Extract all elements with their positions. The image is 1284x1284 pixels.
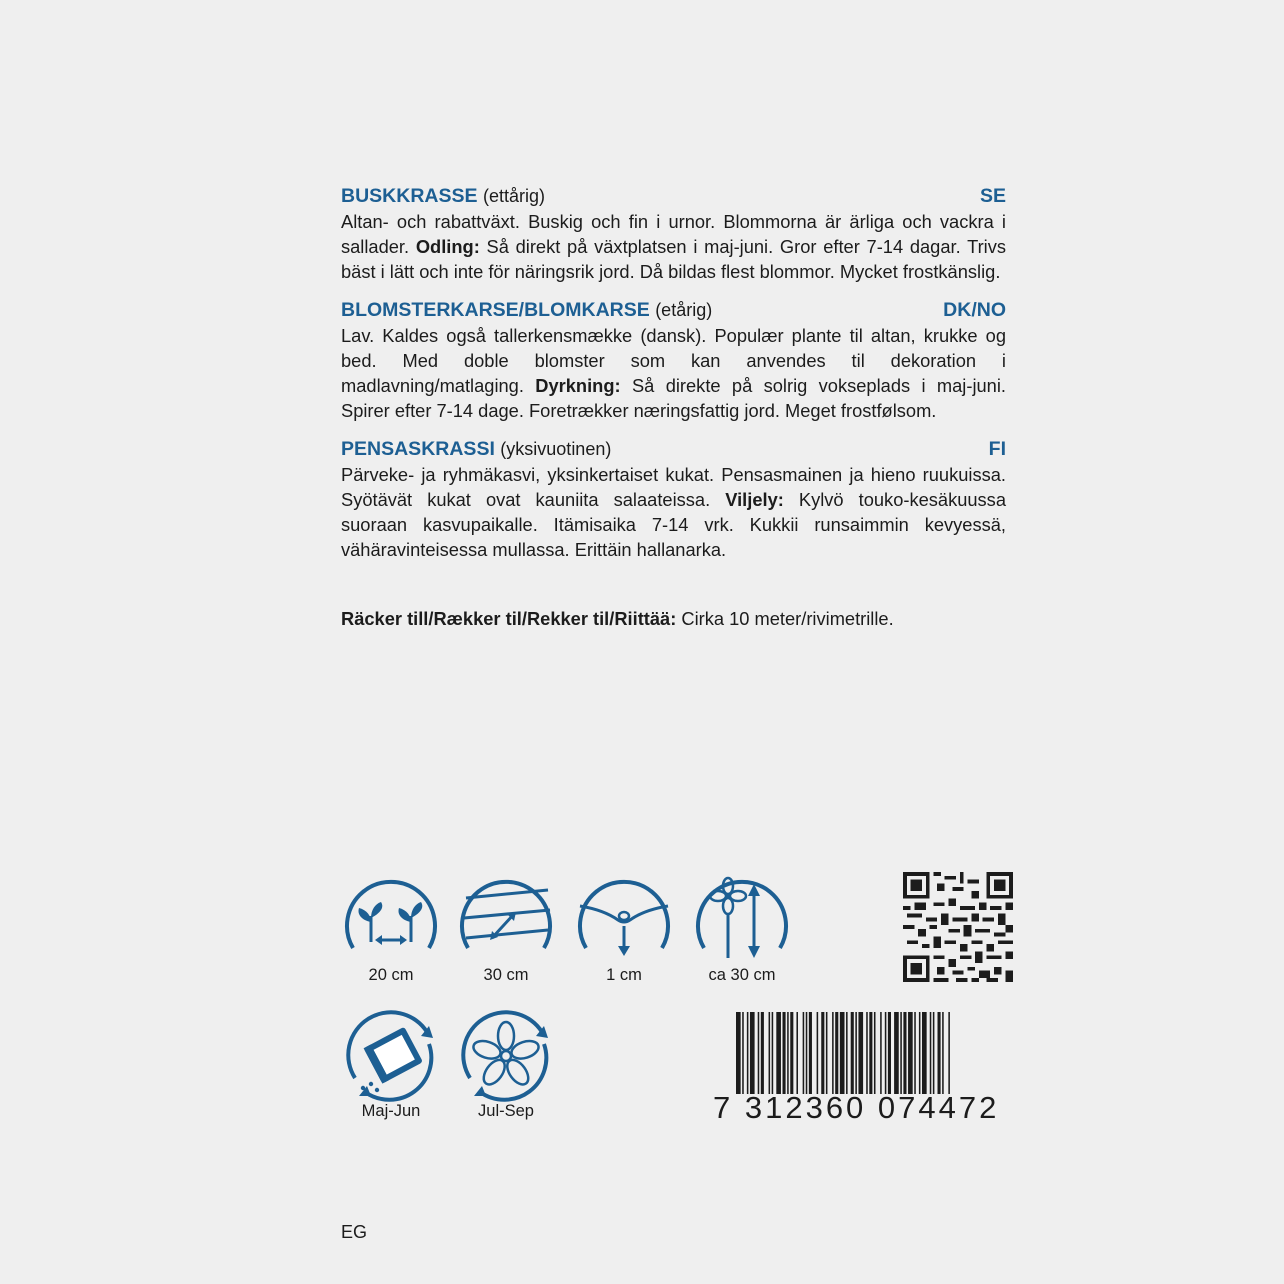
plant-spacing-label: 20 cm [368, 966, 414, 984]
section-header [341, 437, 1006, 462]
description-column [341, 184, 1006, 631]
section-subtitle: (etårig) [655, 300, 713, 320]
section-dk-no [341, 298, 1006, 423]
sowing-time-label: Maj-Jun [361, 1102, 421, 1120]
section-header [341, 184, 1006, 209]
section-title: BUSKKRASSE (ettårig) [341, 185, 545, 207]
section-body: Lav. Kaldes også tallerkensmække (dansk). Populær plante til altan, krukke og bed. Med doble blomster som kan anvendes til dekoration i madlavning/matlaging. Dyrkning: Så direkte på solrig vokseplads i maj-juni. Spirer efter 7-14 dage. Foretrækker næringsfattig jord. Meget frostfølsom. [341, 325, 1006, 421]
barcode [736, 1012, 1008, 1094]
section-body: Pärveke- ja ryhmäkasvi, yksinkertaiset kukat. Pensasmainen ja hieno ruukuissa. Syötävät kukat ovat kauniita salaateissa. Viljely: Kylvö touko-kesäkuussa suoraan kasvupaikalle. Itämisaika 7-14 vrk. Kukkii runsaimmin kevyessä, vähäravinteisessa mullassa. Erittäin hallanarka. [341, 464, 1006, 560]
plant-height-icon [692, 868, 792, 968]
language-code: FI [988, 438, 1006, 460]
barcode-number: 7 312360 074472 [713, 1090, 1000, 1125]
sowing-time-icon [341, 1006, 441, 1106]
language-code: SE [979, 185, 1006, 207]
section-title: PENSASKRASSI (yksivuotinen) [341, 438, 612, 460]
coverage-info: Räcker till/Rækker til/Rekker til/Riittää: Cirka 10 meter/rivimetrille. [341, 608, 894, 629]
sowing-depth-icon [574, 868, 674, 968]
sowing-depth-label: 1 cm [606, 966, 642, 984]
plant-spacing-icon [341, 868, 441, 968]
section-body: Altan- och rabattväxt. Buskig och fin i urnor. Blommorna är ärliga och vackra i sallader. Odling: Så direkt på växtplatsen i maj-juni. Gror efter 7-14 dagar. Trivs bäst i lätt och inte för näringsrik jord. Då bildas flest blommor. Mycket frostkänslig. [341, 211, 1006, 282]
row-spacing-label: 30 cm [483, 966, 529, 984]
section-fi [341, 437, 1006, 562]
section-subtitle: (ettårig) [482, 186, 545, 206]
flowering-time-icon [456, 1006, 556, 1106]
section-se [341, 184, 1006, 284]
plant-height-label: ca 30 cm [708, 966, 776, 984]
footer-code: EG [341, 1222, 368, 1242]
section-title: BLOMSTERKARSE/BLOMKARSE (etårig) [341, 299, 713, 321]
row-spacing-icon [456, 868, 556, 968]
section-header [341, 298, 1006, 323]
flowering-time-label: Jul-Sep [478, 1102, 534, 1120]
qr-code [903, 872, 1013, 982]
language-code: DK/NO [943, 299, 1006, 321]
section-subtitle: (yksivuotinen) [500, 439, 612, 459]
